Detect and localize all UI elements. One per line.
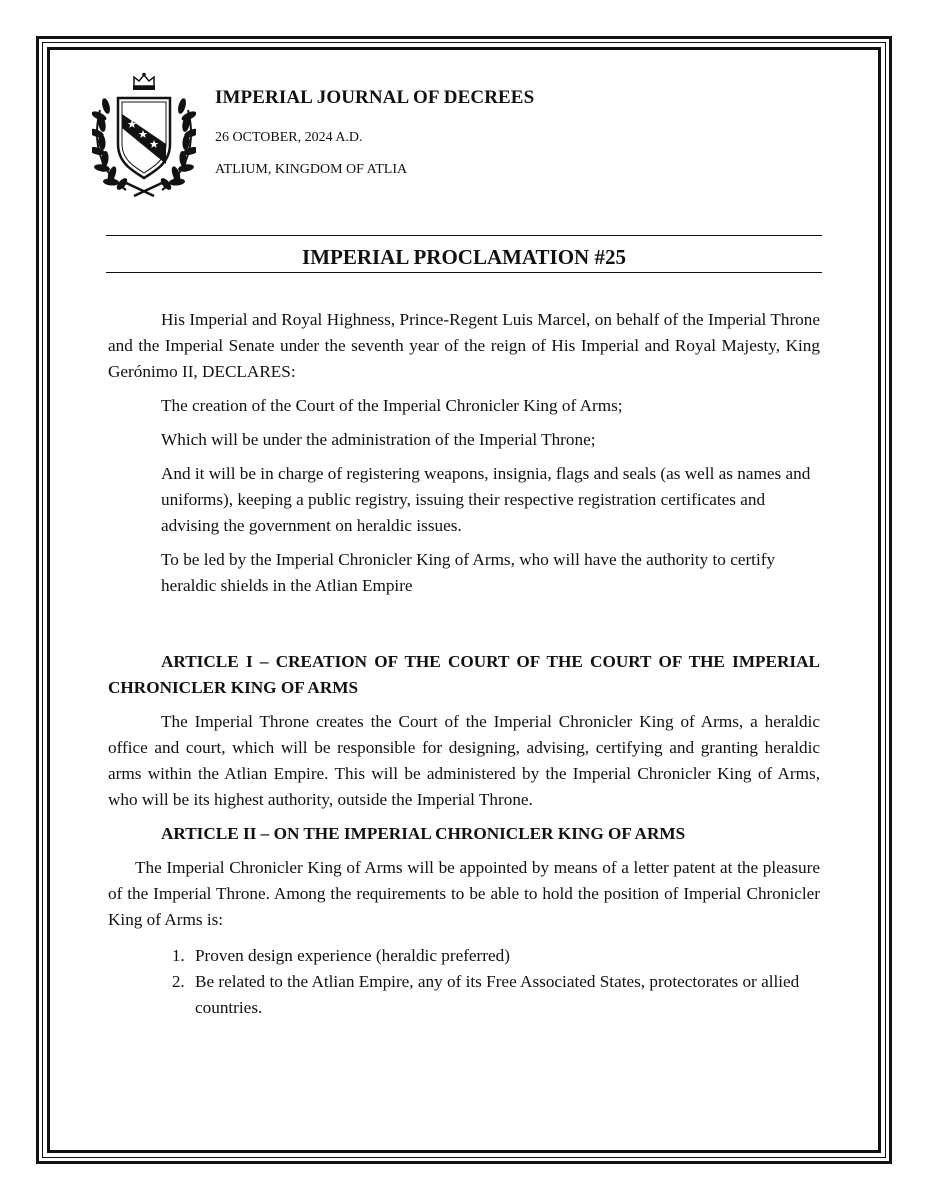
publication-location: ATLIUM, KINGDOM OF ATLIA [215, 162, 408, 177]
declaration-item: To be led by the Imperial Chronicler King of Arms, who will have the authority to certify heraldic shields in the Atlian Empire [161, 550, 776, 595]
ribbon-tie [124, 182, 164, 196]
crown-icon [133, 73, 155, 90]
preamble-paragraph: His Imperial and Royal Highness, Prince-Regent Luis Marcel, on behalf of the Imperial Throne and the Imperial Senate under the seventh year of the reign of His Imperial and Royal Majesty, King Gerónimo II, DECLARES: [108, 310, 820, 381]
article-1-body: The Imperial Throne creates the Court of the Imperial Chronicler King of Arms, a heraldic office and court, which will be responsible for designing, advising, certifying and granting heraldic arms within the Atlian Empire. This will be administered by the Imperial Chronicler King of Arms, who will be its highest authority, outside the Imperial Throne. [108, 712, 820, 809]
requirement-item: 2. Be related to the Atlian Empire, any of its Free Associated States, protectorates or allied countries. [189, 969, 820, 1021]
title-rule-top [106, 235, 822, 236]
declaration-item: The creation of the Court of the Imperial Chronicler King of Arms; [161, 396, 623, 415]
article-2-body: The Imperial Chronicler King of Arms will be appointed by means of a letter patent at the pleasure of the Imperial Throne. Among the requirements to be able to hold the position of Imperial Chronicler King of Arms is: [108, 858, 820, 929]
declaration-item: And it will be in charge of registering weapons, insignia, flags and seals (as well as names and uniforms), keeping a public registry, issuing their respective registration certificates and advising the government on heraldic issues. [161, 464, 811, 535]
document-body [108, 307, 820, 1021]
article-1-heading: ARTICLE I – CREATION OF THE COURT OF THE COURT OF THE IMPERIAL CHRONICLER KING OF ARMS [108, 652, 820, 697]
publication-date: 26 OCTOBER, 2024 A.D. [215, 130, 363, 145]
title-rule-bottom [106, 272, 822, 273]
article-2-heading: ARTICLE II – ON THE IMPERIAL CHRONICLER KING OF ARMS [161, 824, 686, 843]
declaration-item: Which will be under the administration of the Imperial Throne; [161, 430, 596, 449]
journal-title: IMPERIAL JOURNAL OF DECREES [215, 87, 535, 108]
requirements-list [108, 943, 820, 1021]
heraldic-crest-icon [92, 72, 196, 198]
requirement-item: 1. Proven design experience (heraldic preferred) [189, 943, 820, 969]
proclamation-title: IMPERIAL PROCLAMATION #25 [302, 245, 626, 269]
